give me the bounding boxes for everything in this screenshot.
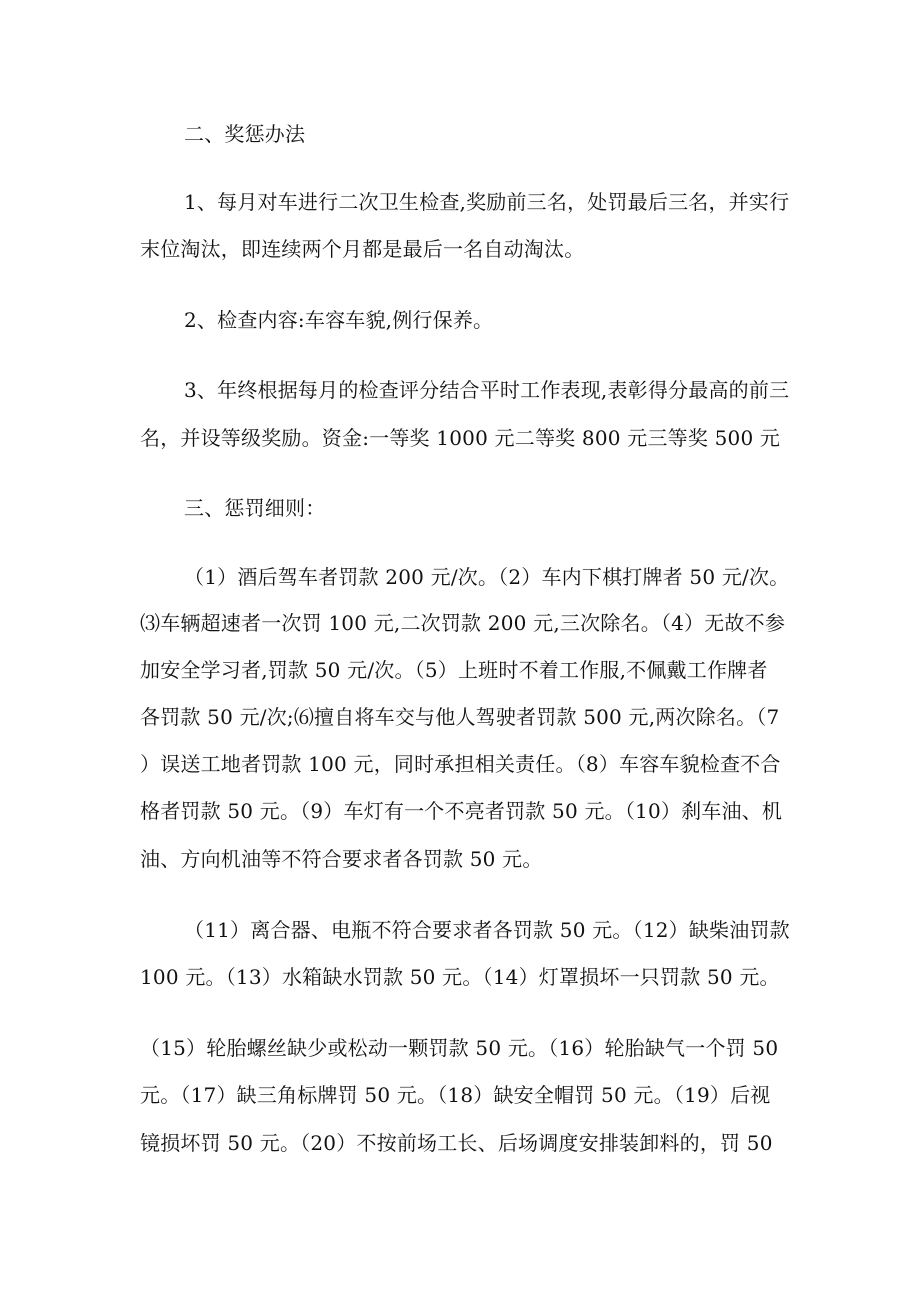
paragraph-1-line-6: 格者罚款 50 元。（9）车灯有一个不亮者罚款 50 元。（10）刹车油、机 — [140, 799, 783, 823]
item-3-line-1: 3、年终根据每月的检查评分结合平时工作表现,表彰得分最高的前三 — [184, 378, 790, 402]
paragraph-1-line-7: 油、方向机油等不符合要求者各罚款 50 元。 — [140, 847, 543, 871]
paragraph-3-line-1: （15）轮胎螺丝缺少或松动一颗罚款 50 元。（16）轮胎缺气一个罚 50 — [140, 1036, 779, 1060]
item-3-line-2: 名，并设等级奖励。资金:一等奖 1000 元二等奖 800 元三等奖 500 元 — [140, 426, 781, 450]
section-2-heading: 二、奖惩办法 — [184, 122, 306, 146]
paragraph-1-line-1: （1）酒后驾车者罚款 200 元/次。（2）车内下棋打牌者 50 元/次。 — [184, 565, 790, 589]
section-3-heading: 三、惩罚细则： — [184, 496, 326, 520]
paragraph-2-line-2: 100 元。（13）水箱缺水罚款 50 元。（14）灯罩损坏一只罚款 50 元。 — [140, 965, 780, 989]
paragraph-3-line-3: 镜损坏罚 50 元。（20）不按前场工长、后场调度安排装卸料的，罚 50 — [140, 1131, 773, 1155]
paragraph-1-line-5: ）误送工地者罚款 100 元，同时承担相关责任。（8）车容车貌检查不合 — [140, 752, 781, 776]
item-1-line-2: 末位淘汰，即连续两个月都是最后一名自动淘汰。 — [140, 237, 585, 261]
paragraph-1-line-4: 各罚款 50 元/次;⑹擅自将车交与他人驾驶者罚款 500 元,两次除名。（7 — [140, 705, 780, 729]
paragraph-1-line-3: 加安全学习者,罚款 50 元/次。（5）上班时不着工作服,不佩戴工作牌者 — [140, 658, 768, 682]
paragraph-3-line-2: 元。（17）缺三角标牌罚 50 元。（18）缺安全帽罚 50 元。（19）后视 — [140, 1083, 771, 1107]
item-2-text: 2、检查内容:车容车貌,例行保养。 — [184, 308, 494, 332]
paragraph-2-line-1: （11）离合器、电瓶不符合要求者各罚款 50 元。（12）缺柴油罚款 — [184, 918, 790, 942]
item-1-line-1: 1、每月对车进行二次卫生检查,奖励前三名，处罚最后三名，并实行 — [184, 190, 790, 214]
paragraph-1-line-2: ⑶车辆超速者一次罚 100 元,二次罚款 200 元,三次除名。（4）无故不参 — [140, 611, 786, 635]
